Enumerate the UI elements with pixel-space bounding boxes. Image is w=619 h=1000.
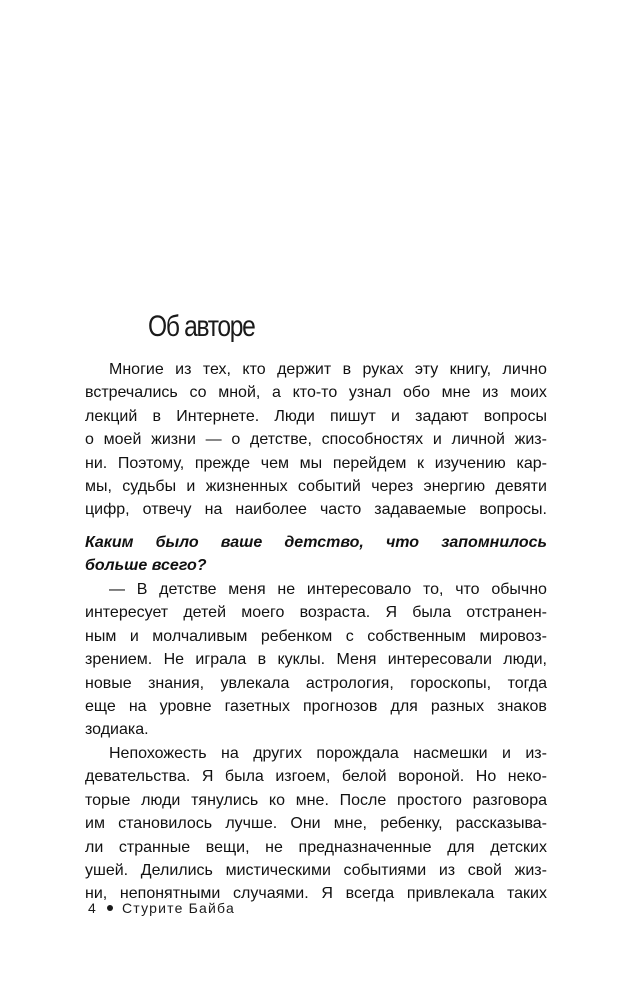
text-line: зодиака.: [85, 721, 149, 739]
text-line: девательства. Я была изгоем, белой вороной. Но неко-: [85, 768, 547, 786]
page-footer: [88, 900, 235, 916]
text-line: лекций в Интернете. Люди пишут и задают вопросы: [85, 407, 547, 425]
text-line: торые люди тянулись ко мне. После простого разговора: [85, 791, 547, 809]
text-line: новые знания, увлекала астрология, гороскопы, тогда: [85, 674, 547, 692]
answer-paragraph-1: [85, 578, 547, 742]
running-title: Стурите Байба: [122, 900, 235, 916]
text-line: ли странные вещи, не предназначенные для детских: [85, 838, 547, 856]
text-line: цифр, отвечу на наиболее часто задаваемые вопросы.: [85, 501, 547, 519]
text-line: мы, судьбы и жизненных событий через энергию девяти: [85, 477, 547, 495]
text-line: им становилось лучше. Они мне, ребенку, рассказыва-: [85, 815, 547, 833]
text-line: ни, непонятными случаями. Я всегда привлекала таких: [85, 885, 547, 903]
text-line: о моей жизни — о детстве, способностях и личной жиз-: [85, 431, 547, 449]
chapter-title: Об авторе: [148, 310, 255, 343]
text-line: встречались со мной, а кто-то узнал обо мне из моих: [85, 384, 547, 402]
answer-paragraph-2: [85, 742, 547, 906]
text-line: зрением. Не играла в куклы. Меня интересовали люди,: [85, 651, 547, 669]
intro-paragraph: [85, 358, 547, 522]
bullet-separator-icon: [107, 905, 113, 911]
text-line: ни. Поэтому, прежде чем мы перейдем к изучению кар-: [85, 454, 547, 472]
text-line: больше всего?: [85, 557, 207, 575]
text-line: интересует детей моего возраста. Я была отстранен-: [85, 604, 547, 622]
interview-question: [85, 531, 547, 578]
text-line: — В детстве меня не интересовало то, что обычно: [109, 581, 547, 598]
text-line: ным и молчаливым ребенком с собственным мировоз-: [85, 627, 547, 645]
text-line: Непохожесть на других порождала насмешки и из-: [109, 745, 547, 762]
text-line: ушей. Делились мистическими событиями из свой жиз-: [85, 861, 547, 879]
text-line: Каким было ваше детство, что запомнилось: [85, 534, 547, 551]
text-line: еще на уровне газетных прогнозов для разных знаков: [85, 697, 547, 715]
text-line: Многие из тех, кто держит в руках эту книгу, лично: [109, 361, 547, 378]
page-number: 4: [88, 900, 97, 916]
